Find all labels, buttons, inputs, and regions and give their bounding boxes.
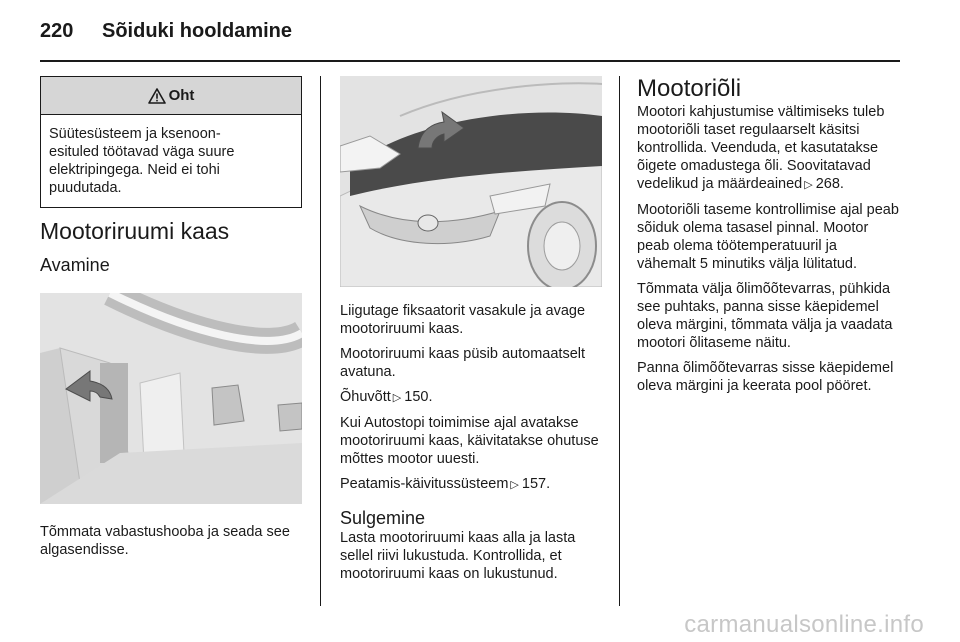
warning-header [41,77,301,115]
reference-page[interactable]: 150. [404,389,433,405]
paragraph-text: Mootori kahjustumise vältimiseks tuleb mootoriõli taset regulaarselt käsitsi kontrollida. Veenduda, et kasutatakse õigete omadustega õli. Soovitatavad vedelikud ja määrdeained [637,104,885,192]
release-lever-figure [40,293,302,504]
paragraph: Mootoriõli taseme kontrollimise ajal peab sõiduk olema tasasel pinnal. Mootor peab olema töötemperatuuril ja vähemalt 5 minutiks välja lülitatud. [637,202,899,272]
paragraph: Kui Autostopi toimimise ajal avatakse mootoriruumi kaas, käivitatakse ohutuse mõttes mootor uuesti. [340,415,599,467]
reference-text: Peatamis-käivitussüsteem [340,476,509,492]
warning-triangle-icon [148,88,166,104]
column-right [637,76,899,395]
reference-paragraph [637,103,899,194]
warning-box [40,76,302,208]
figure-caption: Tõmmata vabastushooba ja seada see algasendisse. [40,524,290,558]
column-divider [619,76,620,606]
paragraph: Tõmmata välja õlimõõtevarras, pühkida see puhtaks, panna sisse käepidemel oleva märgini, tõmmata välja ja vaadata mootori õlitaseme näitu. [637,281,893,351]
subheading-opening: Avamine [40,255,110,275]
reference-page[interactable]: 157. [521,476,551,492]
warning-text: Süütesüsteem ja ksenoon- esituled töötavad väga suure elektripingega. Neid ei tohi puudutada. [49,126,235,196]
reference-paragraph [340,388,602,407]
reference-page[interactable]: 268. [815,176,844,192]
section-heading: Mootoriõli [637,75,742,102]
paragraph: Panna õlimõõtevarras sisse käepidemel oleva märgini ja keerata pool pööret. [637,360,894,394]
paragraph: Lasta mootoriruumi kaas alla ja lasta sellel riivi lukustuda. Kontrollida, et mootoriruumi kaas on lukustunud. [340,530,576,582]
column-divider [320,76,321,606]
watermark: carmanualsonline.info [684,611,924,638]
paragraph: Liigutage fiksaatorit vasakule ja avage mootoriruumi kaas. [340,303,586,337]
warning-title: Oht [168,87,195,104]
reference-arrow-icon: ▷ [392,392,402,404]
reference-arrow-icon: ▷ [510,479,519,491]
page-header [40,20,292,46]
paragraph: Mootoriruumi kaas püsib automaatselt avatuna. [340,346,586,380]
subheading-closing: Sulgemine [340,508,426,528]
section-heading: Mootoriruumi kaas [40,218,230,244]
page-number: 220 [40,20,74,42]
hood-latch-figure [340,76,602,287]
column-left [40,76,302,559]
chapter-title: Sõiduki hooldamine [102,20,293,42]
reference-paragraph [340,475,602,494]
header-rule [40,60,900,62]
reference-text: Õhuvõtt [340,389,391,405]
reference-arrow-icon: ▷ [804,179,813,191]
column-middle [340,76,602,583]
